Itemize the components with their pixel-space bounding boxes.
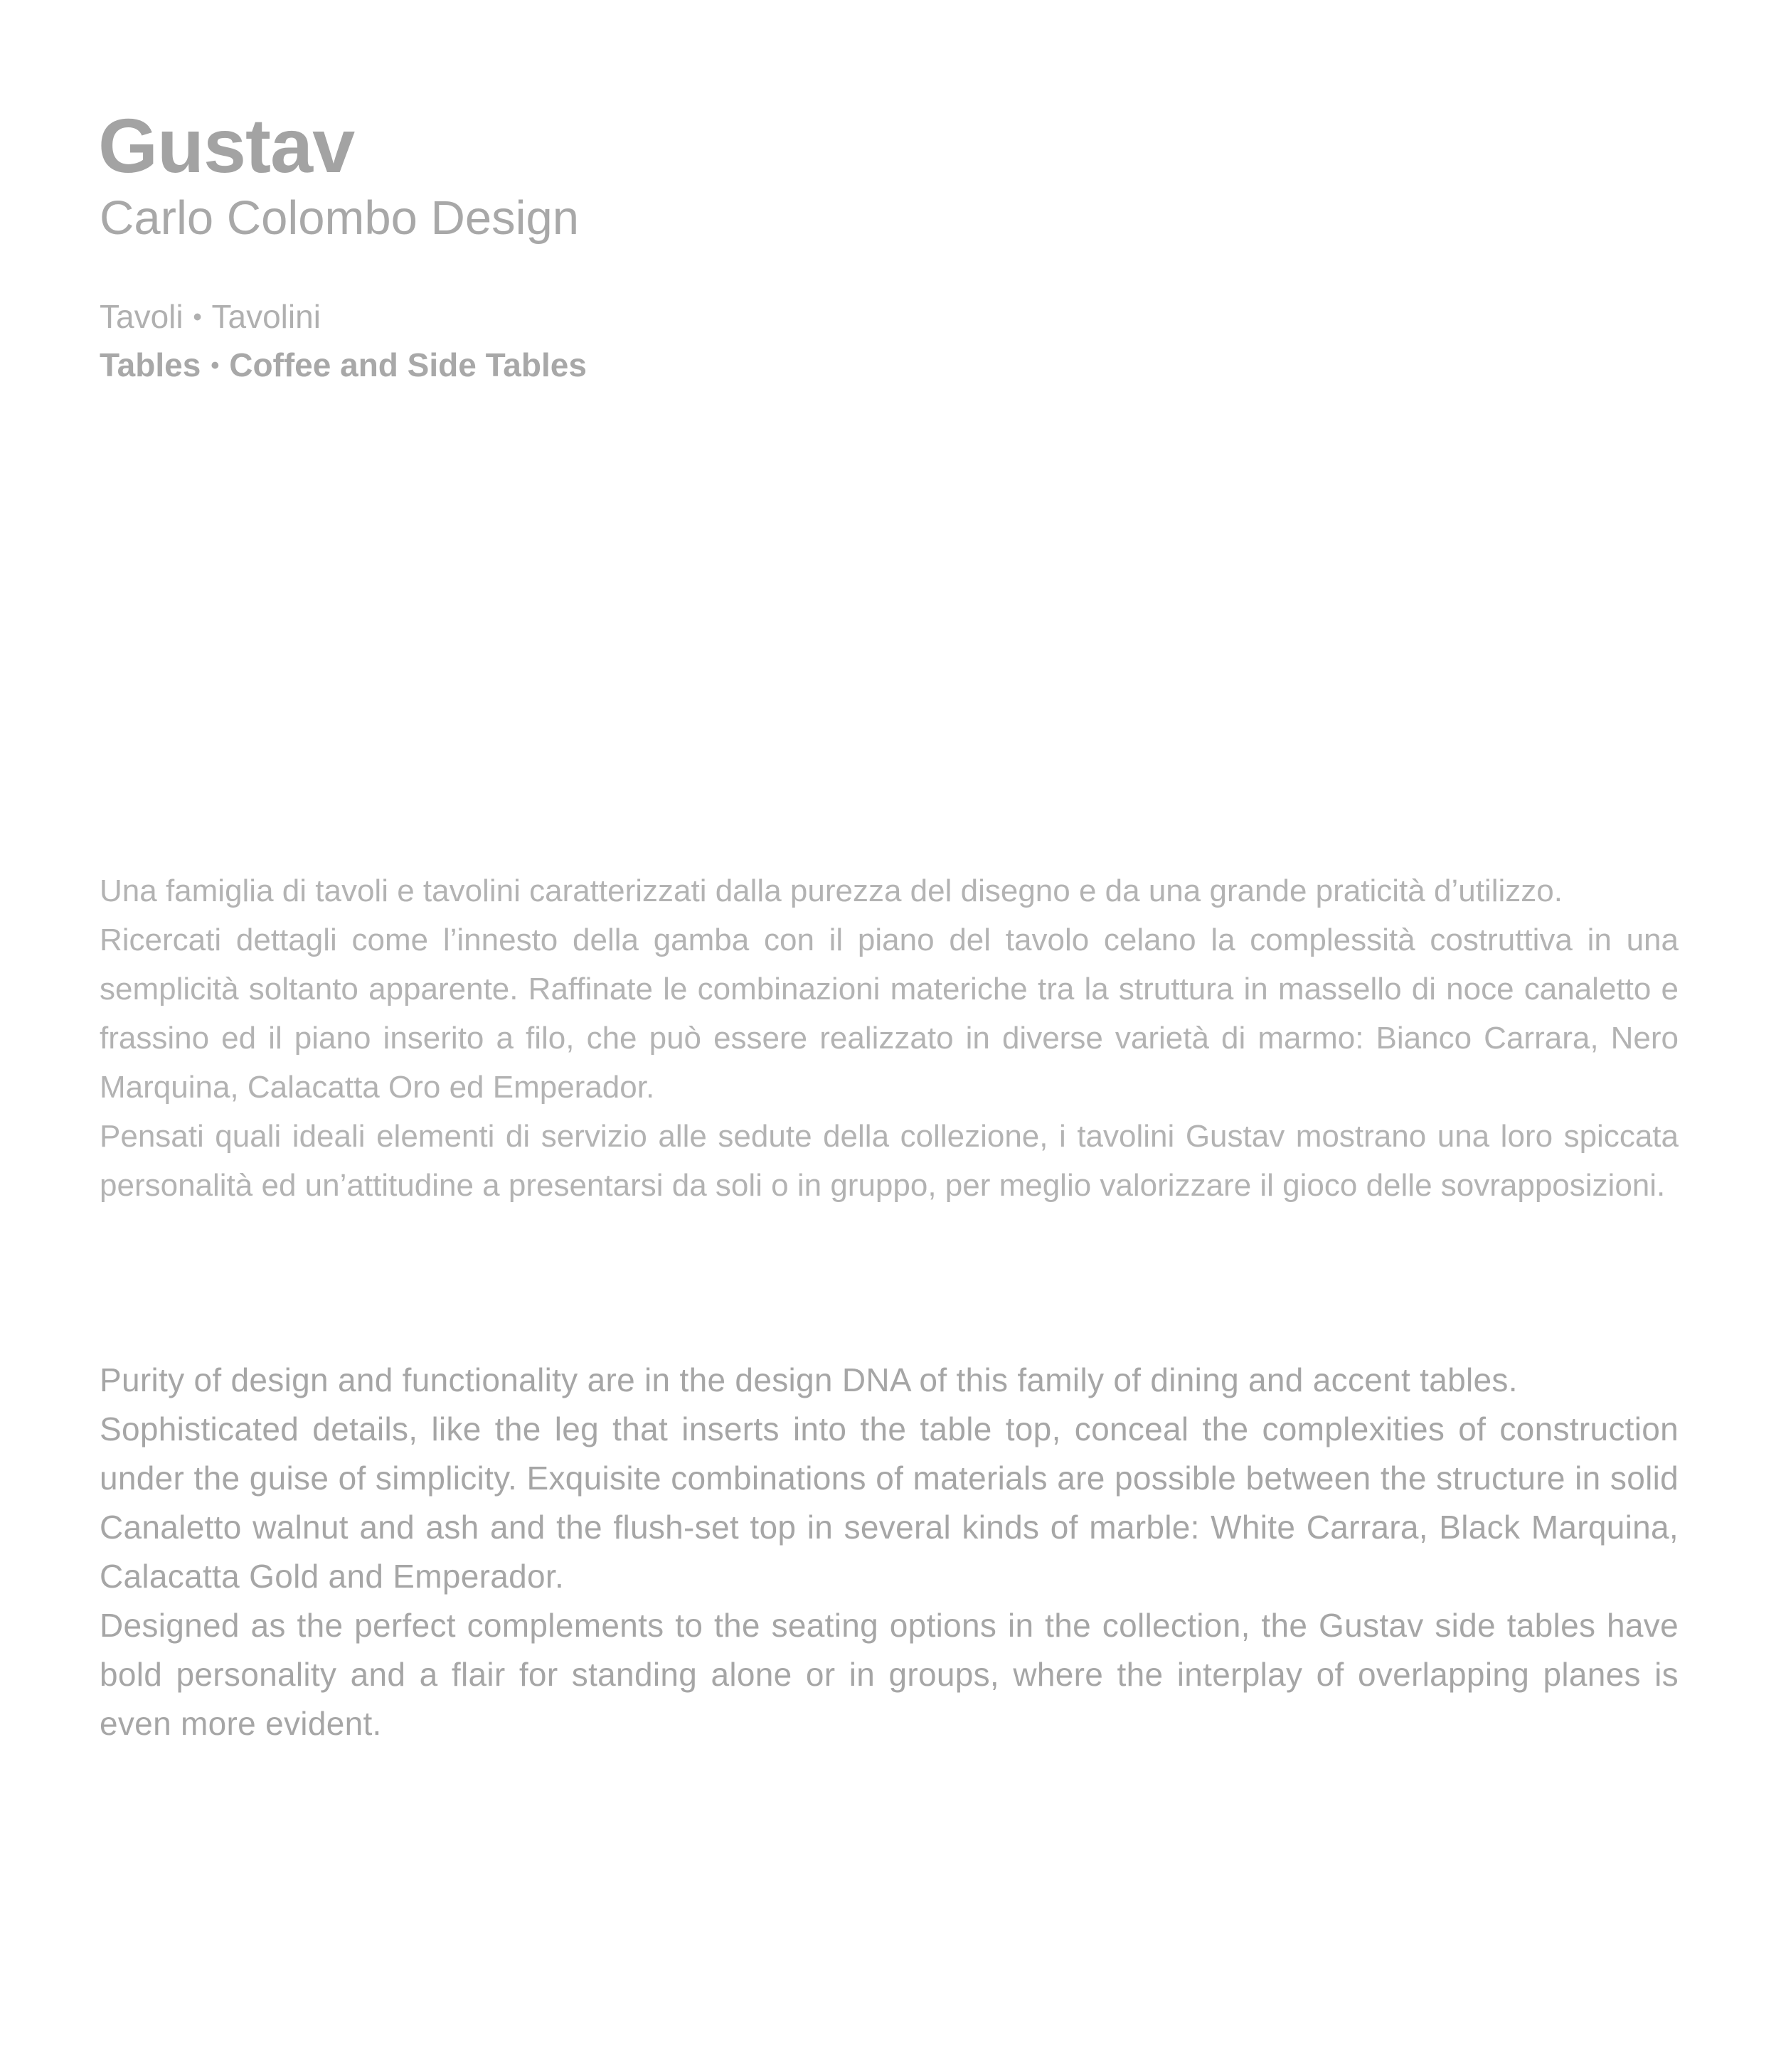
category-it-first: Tavoli	[100, 298, 184, 335]
description-italian	[100, 866, 1679, 1210]
category-en-second: Coffee and Side Tables	[229, 346, 587, 383]
category-it-second: Tavolini	[211, 298, 321, 335]
paragraph: Designed as the perfect complements to the seating options in the collection, the Gustav side tables have bold personality and a flair for standing alone or in groups, where the interplay of overlapping planes is even more evident.	[100, 1607, 1679, 1742]
bullet-separator: •	[211, 352, 220, 379]
category-italian	[100, 293, 321, 341]
category-english	[100, 341, 587, 389]
bullet-separator: •	[193, 304, 202, 331]
paragraph: Pensati quali ideali elementi di servizio alle sedute della collezione, i tavolini Gustav mostrano una loro spiccata personalità ed un’attitudine a presentarsi da soli o in gruppo, per meglio valorizzare il gioco delle sovrapposizioni.	[100, 1119, 1679, 1203]
product-title: Gustav	[98, 102, 355, 188]
paragraph: Purity of design and functionality are in the design DNA of this family of dining and accent tables.	[100, 1361, 1518, 1398]
paragraph: Ricercati dettagli come l’innesto della gamba con il piano del tavolo celano la complessità costruttiva in una semplicità soltanto apparente. Raffinate le combinazioni materiche tra la struttura in massello di noce canaletto e frassino ed il piano inserito a filo, che può essere realizzato in diverse varietà di marmo: Bianco Carrara, Nero Marquina, Calacatta Oro ed Emperador.	[100, 923, 1679, 1105]
paragraph: Sophisticated details, like the leg that inserts into the table top, conceal the complexities of construction under the guise of simplicity. Exquisite combinations of materials are possible between the structure in solid Canaletto walnut and ash and the flush-set top in several kinds of marble: White Carrara, Black Marquina, Calacatta Gold and Emperador.	[100, 1410, 1679, 1595]
description-english	[100, 1356, 1679, 1748]
category-en-first: Tables	[100, 346, 201, 383]
designer-name: Carlo Colombo Design	[100, 191, 580, 245]
paragraph: Una famiglia di tavoli e tavolini caratterizzati dalla purezza del disegno e da una grande praticità d’utilizzo.	[100, 873, 1563, 908]
